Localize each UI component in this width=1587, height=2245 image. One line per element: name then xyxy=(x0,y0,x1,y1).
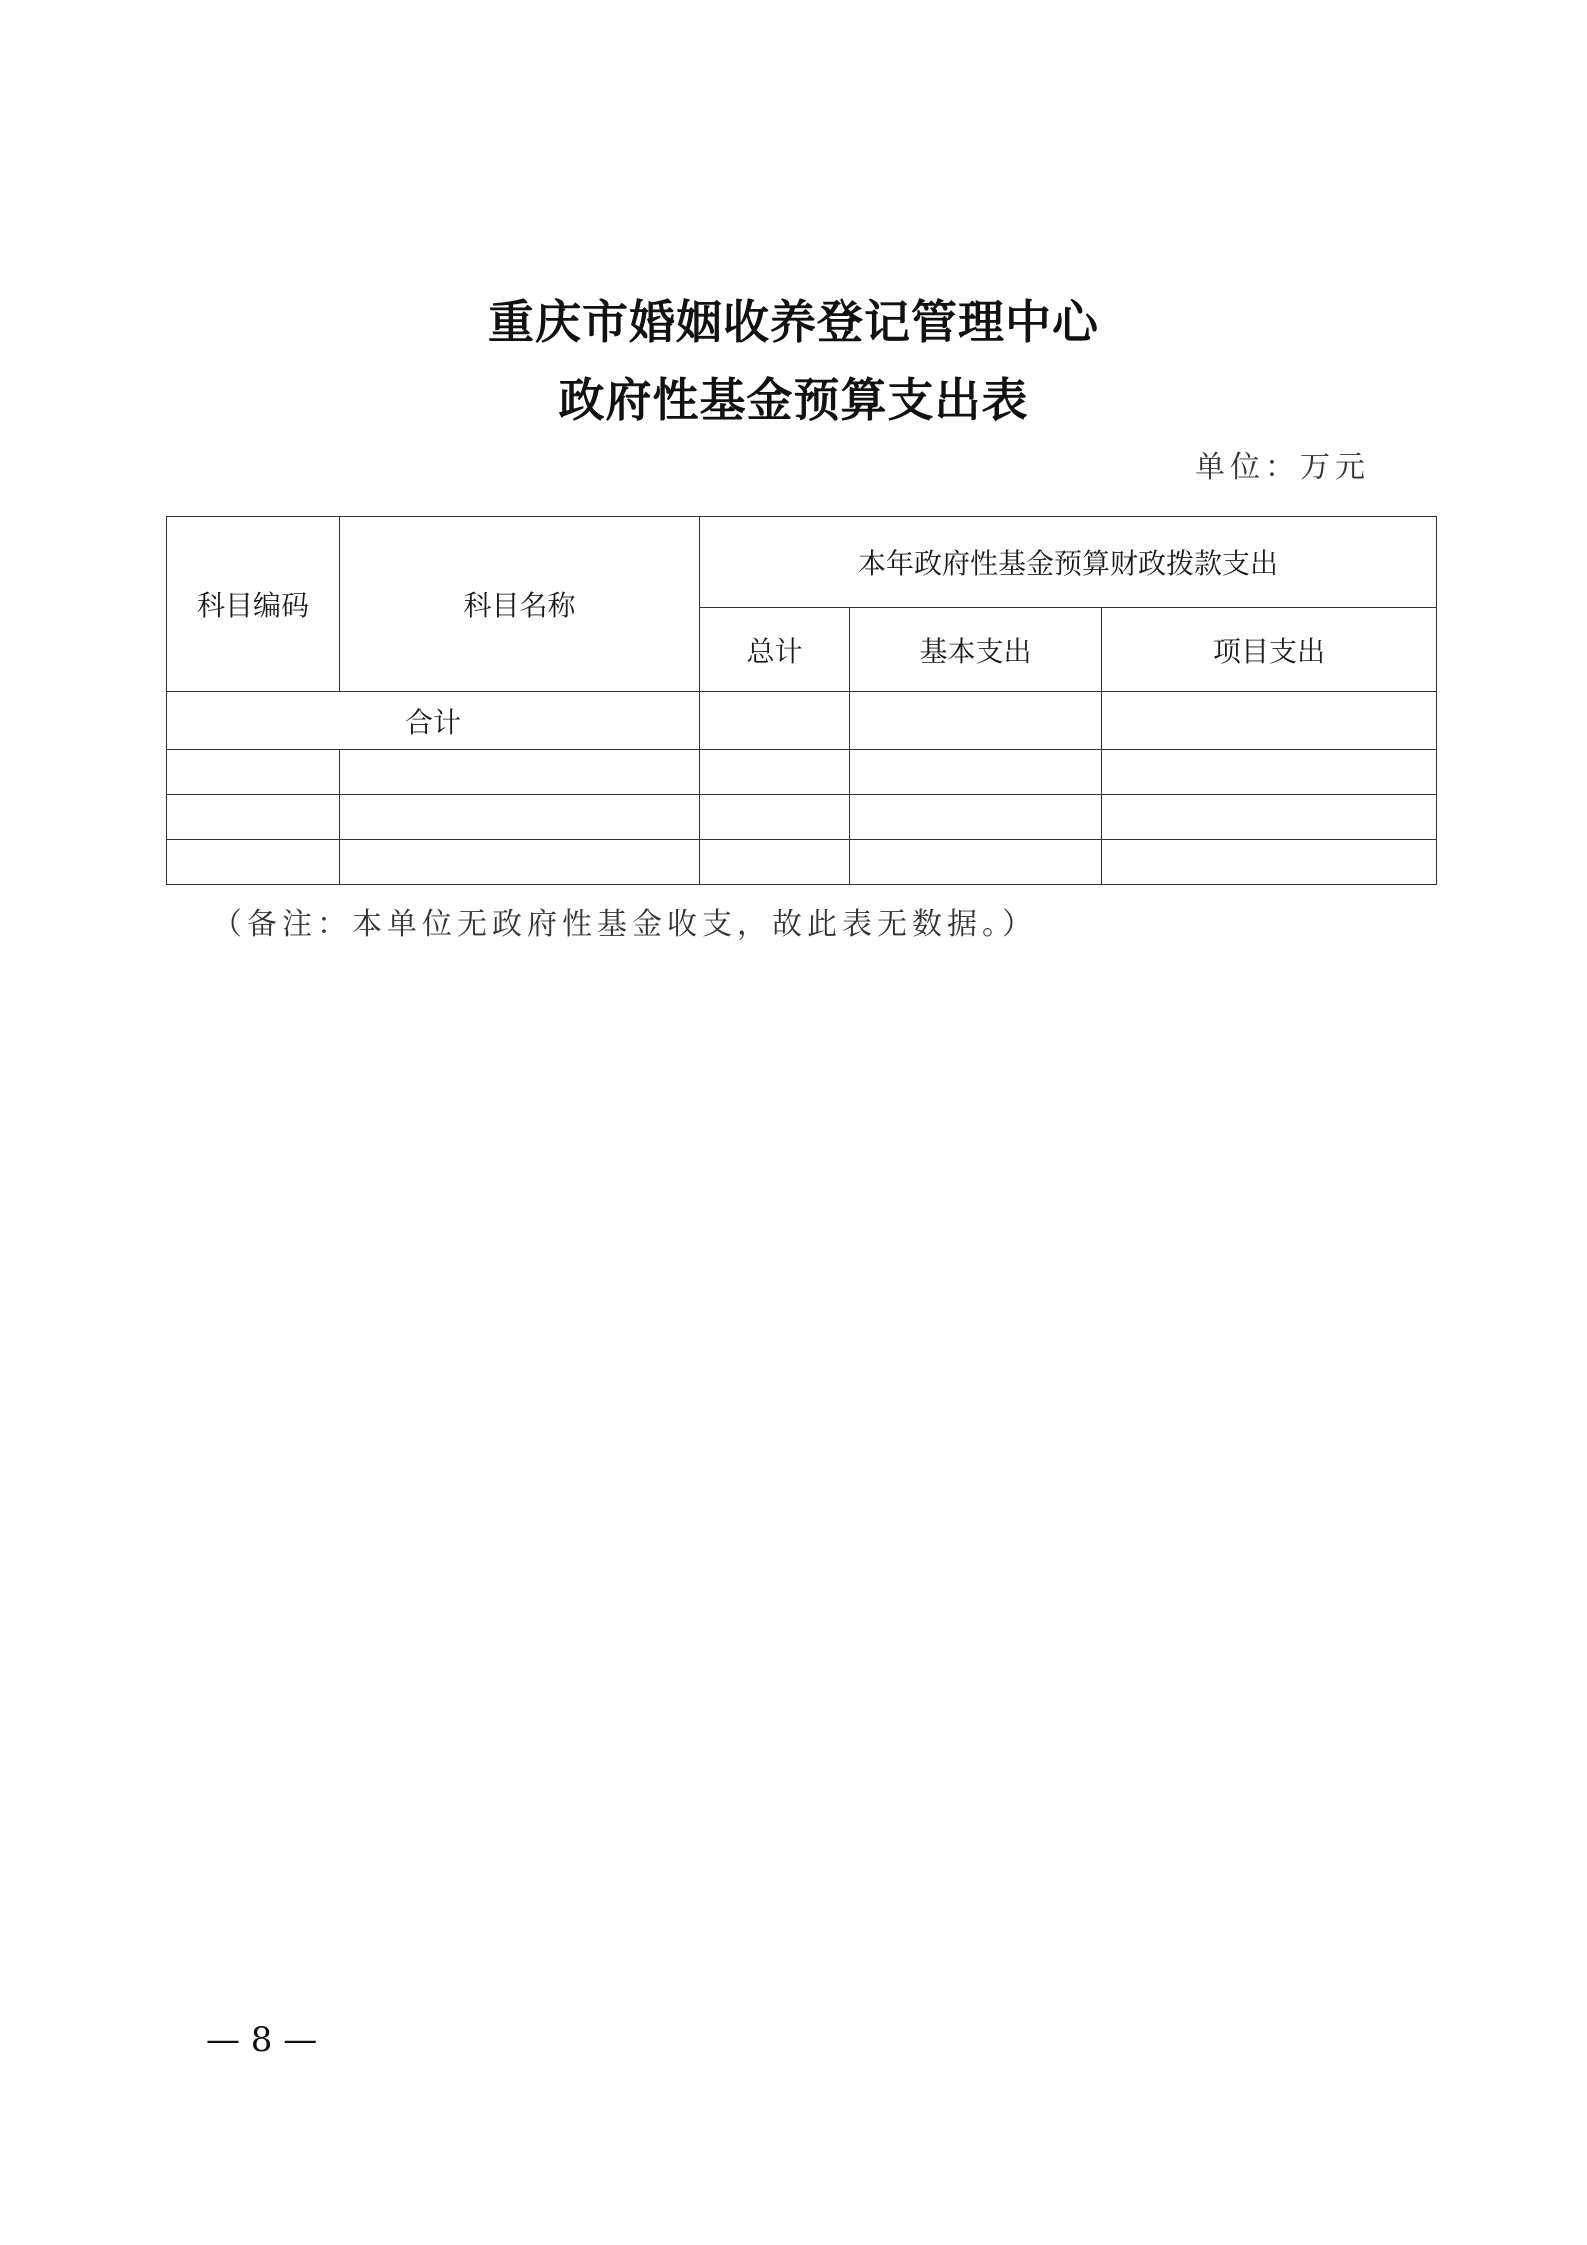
total-row-cell xyxy=(1102,692,1437,750)
document-title-line2: 政府性基金预算支出表 xyxy=(558,373,1029,427)
header-total: 总计 xyxy=(700,608,850,692)
table-cell xyxy=(850,795,1102,840)
header-subject-code: 科目编码 xyxy=(167,517,340,692)
table-cell xyxy=(340,795,700,840)
total-row-label: 合计 xyxy=(167,692,700,750)
table-cell xyxy=(1102,750,1437,795)
header-subject-name: 科目名称 xyxy=(340,517,700,692)
table-total-row xyxy=(167,692,1437,750)
table-cell xyxy=(340,750,700,795)
header-project-expenditure: 项目支出 xyxy=(1102,608,1437,692)
table-cell xyxy=(167,795,340,840)
budget-table xyxy=(166,516,1437,885)
table-cell xyxy=(700,795,850,840)
header-basic-expenditure: 基本支出 xyxy=(850,608,1102,692)
table-cell xyxy=(700,840,850,885)
table-cell xyxy=(850,840,1102,885)
table-cell xyxy=(850,750,1102,795)
table-cell xyxy=(167,750,340,795)
table-cell xyxy=(1102,795,1437,840)
table-note: （备注：本单位无政府性基金收支，故此表无数据。） xyxy=(212,907,1037,942)
table-cell xyxy=(167,840,340,885)
table-row xyxy=(167,750,1437,795)
total-row-cell xyxy=(700,692,850,750)
table-row xyxy=(167,795,1437,840)
table-cell xyxy=(700,750,850,795)
table-header-row xyxy=(167,517,1437,608)
table-cell xyxy=(1102,840,1437,885)
total-row-cell xyxy=(850,692,1102,750)
unit-label: 单位：万元 xyxy=(1195,450,1370,485)
table-row xyxy=(167,840,1437,885)
header-group-fiscal-expenditure: 本年政府性基金预算财政拨款支出 xyxy=(700,517,1437,608)
document-title-line1: 重庆市婚姻收养登记管理中心 xyxy=(488,295,1099,349)
table-cell xyxy=(340,840,700,885)
page-number: — 8 — xyxy=(206,2020,318,2060)
